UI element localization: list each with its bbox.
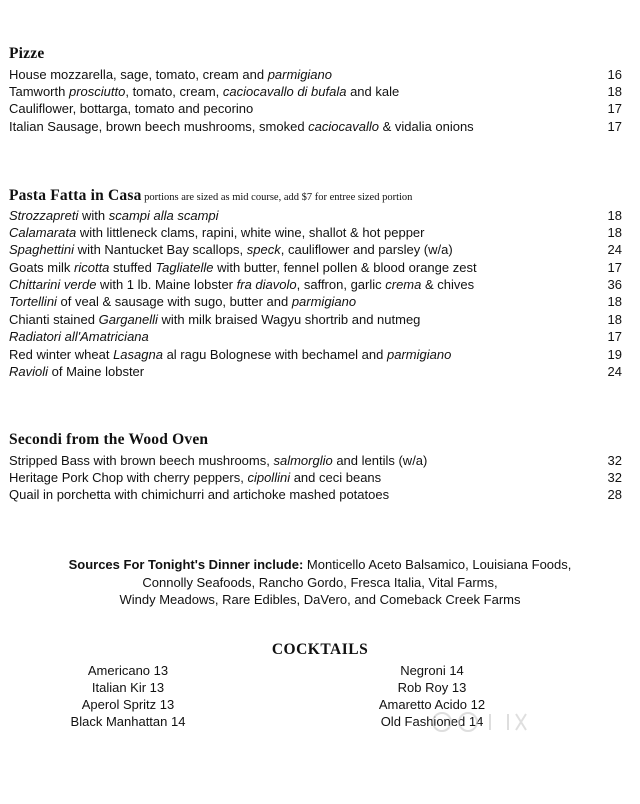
cocktail-item: Negroni 14 bbox=[400, 663, 464, 678]
cocktail-item: Italian Kir 13 bbox=[91, 680, 165, 695]
menu-item: Goats milk ricotta stuffed Tagliatelle with butter, fennel pollen & blood orange zest 17 bbox=[9, 260, 622, 275]
menu-item: Red winter wheat Lasagna al ragu Bolognese with bechamel and parmigiano 19 bbox=[9, 347, 622, 362]
price: 18 bbox=[607, 294, 622, 309]
price: 18 bbox=[607, 225, 622, 240]
price: 18 bbox=[607, 208, 622, 223]
price: 18 bbox=[607, 312, 622, 327]
price: 19 bbox=[607, 347, 622, 362]
menu-item: Tortellini of veal & sausage with sugo, butter and parmigiano 18 bbox=[9, 294, 622, 309]
pasta-heading: Pasta Fatta in Casa portions are sized as mid course, add $7 for entree sized portion bbox=[9, 187, 413, 204]
menu-item: Strozzapreti with scampi alla scampi 18 bbox=[9, 208, 622, 223]
menu-item: House mozzarella, sage, tomato, cream and parmigiano 16 bbox=[9, 67, 622, 82]
cocktail-item: Amaretto Acido 12 bbox=[378, 697, 486, 712]
menu-item: Ravioli of Maine lobster 24 bbox=[9, 364, 622, 379]
price: 24 bbox=[607, 242, 622, 257]
menu-item: Calamarata with littleneck clams, rapini, white wine, shallot & hot pepper 18 bbox=[9, 225, 622, 240]
price: 32 bbox=[607, 470, 622, 485]
sources-block: Sources For Tonight's Dinner include: Monticello Aceto Balsamico, Louisiana Foods, Connolly Seafoods, Rancho Gordo, Fresca Italia, Vital Farms, Windy Meadows, Rare Edibles, DaVero, and Comeback Creek Farms bbox=[68, 557, 572, 607]
price: 32 bbox=[607, 453, 622, 468]
price: 17 bbox=[607, 119, 622, 134]
price: 17 bbox=[607, 329, 622, 344]
menu-item: Heritage Pork Chop with cherry peppers, cipollini and ceci beans 32 bbox=[9, 470, 622, 485]
menu-item: Italian Sausage, brown beech mushrooms, smoked caciocavallo & vidalia onions 17 bbox=[9, 119, 622, 134]
menu-item: Spaghettini with Nantucket Bay scallops, speck, cauliflower and parsley (w/a) 24 bbox=[9, 242, 622, 257]
cocktail-item: Americano 13 bbox=[87, 663, 169, 678]
menu-item: Cauliflower, bottarga, tomato and pecorino 17 bbox=[9, 101, 622, 116]
watermark-icon bbox=[420, 706, 570, 736]
cocktail-item: Rob Roy 13 bbox=[397, 680, 467, 695]
cocktail-item: Old Fashioned 14 bbox=[380, 714, 484, 729]
price: 28 bbox=[607, 487, 622, 502]
menu-item: Quail in porchetta with chimichurri and artichoke mashed potatoes 28 bbox=[9, 487, 622, 502]
menu-item: Chittarini verde with 1 lb. Maine lobster fra diavolo, saffron, garlic crema & chives 36 bbox=[9, 277, 622, 292]
menu-item: Radiatori all'Amatriciana 17 bbox=[9, 329, 622, 344]
menu-item: Chianti stained Garganelli with milk braised Wagyu shortrib and nutmeg 18 bbox=[9, 312, 622, 327]
cocktail-item: Black Manhattan 14 bbox=[70, 714, 186, 729]
cocktails-heading: COCKTAILS bbox=[271, 641, 369, 658]
price: 24 bbox=[607, 364, 622, 379]
menu-item: Tamworth prosciutto, tomato, cream, caciocavallo di bufala and kale 18 bbox=[9, 84, 622, 99]
menu-item: Stripped Bass with brown beech mushrooms, salmorglio and lentils (w/a) 32 bbox=[9, 453, 622, 468]
pizze-heading: Pizze bbox=[9, 45, 45, 62]
pasta-portion-note: portions are sized as mid course, add $7 for entree sized portion bbox=[141, 192, 413, 203]
price: 36 bbox=[607, 277, 622, 292]
cocktail-item: Aperol Spritz 13 bbox=[81, 697, 175, 712]
secondi-heading: Secondi from the Wood Oven bbox=[9, 431, 209, 448]
price: 17 bbox=[607, 260, 622, 275]
price: 16 bbox=[607, 67, 622, 82]
price: 17 bbox=[607, 101, 622, 116]
price: 18 bbox=[607, 84, 622, 99]
sources-lead: Sources For Tonight's Dinner include: bbox=[68, 557, 304, 572]
